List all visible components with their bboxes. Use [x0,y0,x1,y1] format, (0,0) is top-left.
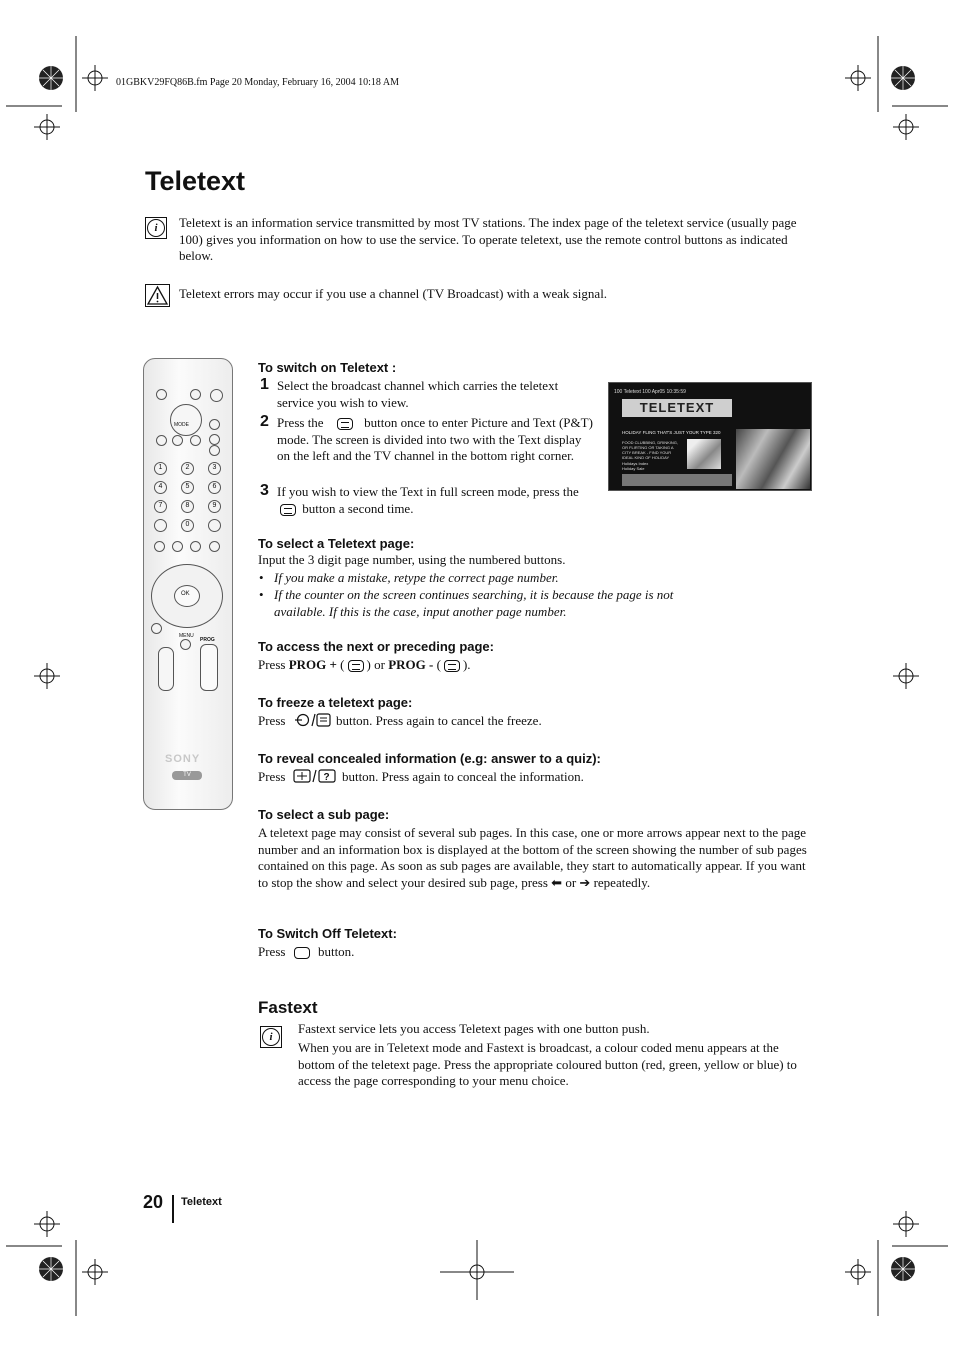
screen-thumbnail [687,439,721,469]
digit-1-button: 1 [154,462,167,475]
next-page-heading: To access the next or preceding page: [258,639,494,654]
screen-tv-picture [736,429,810,489]
step-1-text: Select the broadcast channel which carries the teletext service you wish to view. [277,378,559,410]
digit-8-button: 8 [181,500,194,513]
prog-minus-label: PROG - [388,657,434,672]
step-2-number: 2 [260,413,269,430]
fastext-heading: Fastext [258,998,318,1017]
tv-button-icon [210,389,223,402]
screen-line-6: Holiday Sale [622,466,645,471]
volume-rocker [158,647,174,691]
fav-button-icon [156,435,167,446]
page-down-icon [444,660,460,672]
teletext-icon [280,504,296,516]
page-up-icon [348,660,364,672]
footer-divider [172,1195,174,1223]
swap-button-icon [154,519,167,532]
screen-status-bar: 100 Teletext 100 Apr05 10:35:59 [614,389,686,395]
select-page-heading: To select a Teletext page: [258,536,415,551]
step-2-text [277,415,597,465]
left-arrow-icon: ⬅ [551,874,563,890]
mode-label: MODE [174,422,189,428]
press-word: Press [258,769,286,785]
clock-button-icon [190,435,201,446]
info-button-icon [151,623,162,634]
step-3-before: If you wish to view the Text in full screen mode, press the [277,484,579,499]
digit-2-button: 2 [181,462,194,475]
input-button-icon [209,445,220,456]
switch-on-heading: To switch on Teletext : [258,360,397,375]
remote-control-illustration [143,358,233,810]
or-word: or [374,657,385,672]
svg-text:?: ? [323,772,330,783]
screen-line-4: IDEAL KIND OF HOLIDAY [622,455,670,460]
screen-headline: HOLIDAY FLING THAT'S JUST YOUR TYPE 320 [622,430,721,435]
warning-icon [145,284,170,307]
play-icon [190,541,201,552]
select-page-text: Input the 3 digit page number, using the numbered buttons. [258,552,566,567]
screen-line-1: FOOD CLUBBING, DRINKING, [622,440,679,445]
fastext-line-1: Fastext service lets you access Teletext pages with one button push. [298,1021,650,1036]
digit-5-button: 5 [181,481,194,494]
prog-plus-label: PROG + [288,657,337,672]
teletext-icon [337,418,353,430]
freeze-after: button. Press again to cancel the freeze. [335,713,542,729]
sub-page-end: repeatedly. [593,874,651,890]
press-word: Press [258,657,286,672]
press-word: Press [258,944,286,959]
sub-page-body: A teletext page may consist of several sub pages. In this case, one or more arrows appear next to the page number and an information box is displayed at the bottom of the screen showing the number of sub pages contained on this page. As soon as sub pages are available, they start to automatically appear. If you want to stop the show and select your desired sub page, press [258,825,807,890]
teletext-button-icon [209,434,220,445]
file-header: 01GBKV29FQ86B.fm Page 20 Monday, February 16, 2004 10:18 AM [116,77,399,88]
rewind-icon [154,541,165,552]
intro-info-text: Teletext is an information service transmitted by most TV stations. The index page of the teletext service (usually page 100) gives you information on how to use the service. To operate teletext, use the remote control buttons as indicated below. [179,215,797,263]
step-3-text [277,484,597,517]
mode-dial [170,404,202,436]
select-page-bullet-1: If you make a mistake, retype the correct page number. [274,570,559,585]
bullet-marker: • [259,570,264,585]
step-2-after: button once to enter Picture and Text (P&T) mode. The screen is divided into two with the Text display on the left and the TV channel in the bottom right corner. [277,415,593,463]
step-1-number: 1 [260,376,269,393]
tv-off-icon [294,947,310,959]
forward-icon [209,541,220,552]
teletext-screen-image [608,382,812,491]
footer-section-label: Teletext [181,1196,222,1208]
freeze-text [258,713,808,732]
page-title: Teletext [145,166,246,196]
screen-line-3: CITY BREAK - FIND YOUR [622,450,672,455]
menu-button-icon [180,639,191,650]
info-icon: i [260,1026,282,1048]
digit-6-button: 6 [208,481,221,494]
sub-page-or: or [565,874,577,890]
sub-page-text [258,825,810,891]
tv-badge: TV [172,771,202,780]
screen-fastext-bar [622,474,732,486]
sub-page-heading: To select a sub page: [258,807,390,822]
tv-mode-icon [209,419,220,430]
right-arrow-icon: ➔ [579,874,591,890]
digit-0-button: 0 [181,519,194,532]
digit-3-button: 3 [208,462,221,475]
sony-logo: SONY [165,753,201,765]
digit-9-button: 9 [208,500,221,513]
power-button-icon [156,389,167,400]
av-button-icon [190,389,201,400]
intro-warning-text: Teletext errors may occur if you use a channel (TV Broadcast) with a weak signal. [179,286,608,301]
menu-label: MENU [179,633,194,639]
reveal-after: button. Press again to conceal the information. [341,769,584,785]
press-word: Press [258,713,286,729]
select-page-bullet-2: If the counter on the screen continues searching, it is because the page is not available. If this is the case, input another page number. [274,587,674,619]
screen-line-2: OR FLIRTING OR TAKING A [622,445,674,450]
prog-rocker [200,644,218,691]
screen-line-5: Holidays Index [622,461,649,466]
step-3-after: button a second time. [302,500,414,516]
switch-off-text [258,944,808,961]
step-3-number: 3 [260,482,269,499]
hold-icon [295,713,331,732]
fastext-line-2: When you are in Teletext mode and Fastext is broadcast, a colour coded menu appears at the bottom of the teletext page. Press the appropriate coloured button (red, green, yellow or blue) to access the page corresponding to your menu choice. [298,1040,797,1088]
digit-4-button: 4 [154,481,167,494]
switch-off-after: button. [317,944,355,959]
teletext-off-icon [208,519,221,532]
freeze-heading: To freeze a teletext page: [258,695,413,710]
ok-label: OK [181,591,190,597]
stop-icon [172,541,183,552]
prog-label: PROG [200,637,215,643]
sound-button-icon [172,435,183,446]
bullet-marker: • [259,587,264,602]
switch-off-heading: To Switch Off Teletext: [258,926,397,941]
page-number: 20 [143,1192,164,1212]
step-2-before: Press the [277,415,324,430]
reveal-heading: To reveal concealed information (e.g: answer to a quiz): [258,751,601,766]
digit-7-button: 7 [154,500,167,513]
reveal-icon [293,769,337,788]
reveal-text [258,769,808,788]
next-page-text: Press PROG + ( ) or PROG - ( ). [258,657,471,672]
info-icon: i [145,217,167,239]
screen-logo: TELETEXT [622,399,732,417]
